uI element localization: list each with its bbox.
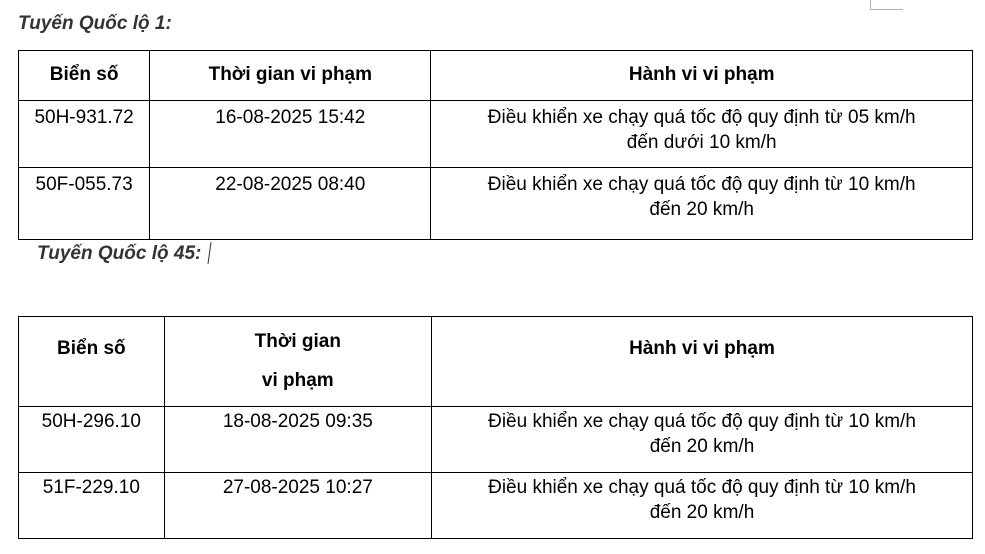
time-cell: 22-08-2025 08:40 <box>150 168 431 240</box>
column-header-time-line2: vi phạm <box>261 370 334 391</box>
plate-cell: 50H-931.72 <box>19 101 150 168</box>
column-header-time-line1: Thời gian <box>254 331 341 352</box>
table-row <box>19 168 973 240</box>
section-heading-ql1: Tuyến Quốc lộ 1: <box>18 13 172 34</box>
plate-cell: 50H-296.10 <box>19 407 165 473</box>
behavior-cell <box>431 168 973 240</box>
column-header-time: Thời gian vi phạm <box>150 51 431 101</box>
violations-table-ql1 <box>18 50 973 240</box>
page-corner-mark <box>870 0 903 10</box>
behavior-line: đến dưới 10 km/h <box>626 132 777 153</box>
time-cell: 27-08-2025 10:27 <box>164 473 431 539</box>
table-row <box>19 407 973 473</box>
table-header-row <box>19 51 973 101</box>
table-row <box>19 101 973 168</box>
behavior-line: Điều khiển xe chạy quá tốc độ quy định từ 10 km/h <box>488 411 916 432</box>
behavior-line: đến 20 km/h <box>649 436 755 457</box>
behavior-line: Điều khiển xe chạy quá tốc độ quy định từ 10 km/h <box>487 174 916 195</box>
violations-table-ql45 <box>18 316 973 539</box>
time-cell: 16-08-2025 15:42 <box>150 101 431 168</box>
section-heading-ql45 <box>37 242 210 265</box>
table-row <box>19 473 973 539</box>
time-cell: 18-08-2025 09:35 <box>164 407 431 473</box>
table-header-row <box>19 317 973 407</box>
plate-cell: 51F-229.10 <box>19 473 165 539</box>
behavior-line: đến 20 km/h <box>649 199 754 220</box>
plate-cell: 50F-055.73 <box>19 168 150 240</box>
column-header-behavior: Hành vi vi phạm <box>432 317 973 407</box>
behavior-cell <box>432 473 973 539</box>
section-heading-text: Tuyến Quốc lộ 45: <box>37 243 202 264</box>
column-header-time <box>164 317 431 407</box>
behavior-line: Điều khiển xe chạy quá tốc độ quy định từ 10 km/h <box>488 477 916 498</box>
behavior-cell <box>432 407 973 473</box>
column-header-plate: Biển số <box>19 317 165 407</box>
behavior-line: Điều khiển xe chạy quá tốc độ quy định từ 05 km/h <box>487 107 916 128</box>
text-cursor <box>208 242 212 264</box>
behavior-line: đến 20 km/h <box>649 502 755 523</box>
column-header-behavior: Hành vi vi phạm <box>431 51 973 101</box>
column-header-plate: Biển số <box>19 51 150 101</box>
behavior-cell <box>431 101 973 168</box>
